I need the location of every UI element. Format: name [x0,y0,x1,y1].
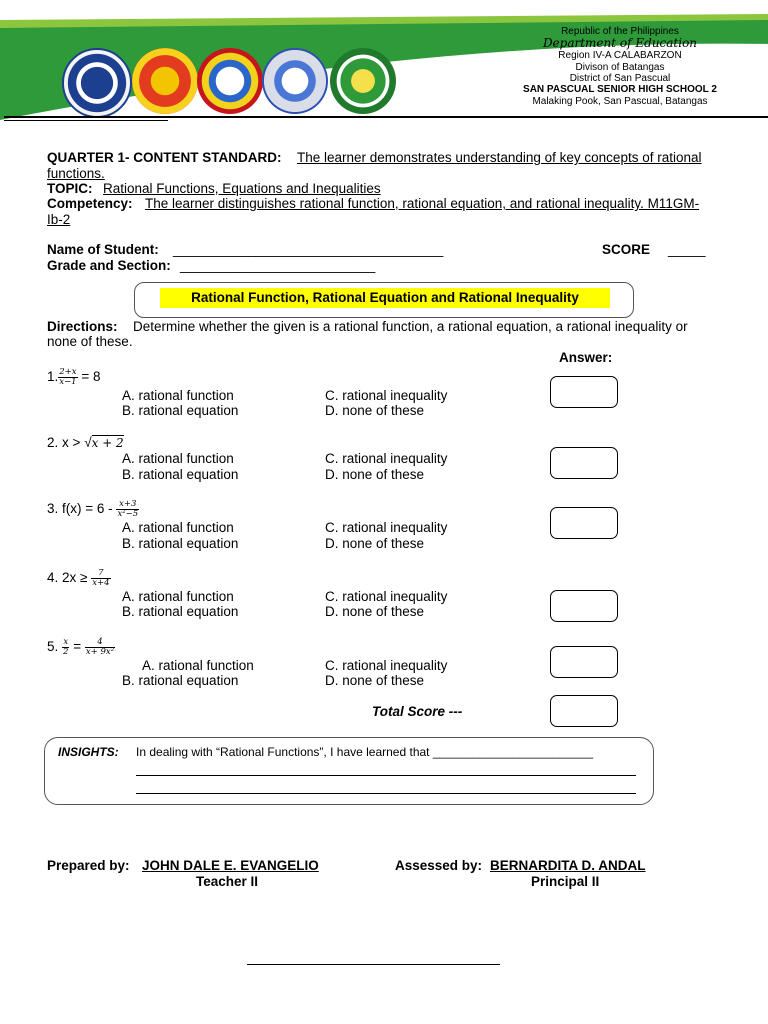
fraction [91,569,110,588]
header-district: District of San Pascual [569,73,671,84]
directions-label: Directions: [47,319,118,334]
total-score-label: Total Score --- [372,704,463,719]
option-c: C. rational inequality [325,658,448,673]
option-a: A. rational function [122,388,234,403]
option-d: D. none of these [325,604,425,619]
question-3 [47,497,139,521]
insights-prompt: In dealing with “Rational Functions”, I have learned that ________________________ [136,745,594,759]
question-number: 1. [47,369,59,384]
option-b: B. rational equation [122,403,239,418]
answer-box-4[interactable] [550,590,618,622]
option-c: C. rational inequality [325,589,448,604]
option-c: C. rational inequality [325,388,448,403]
question-number: 4. [47,570,59,585]
header-school: SAN PASCUAL SENIOR HIGH SCHOOL 2 [523,84,717,95]
option-d: D. none of these [325,467,425,482]
standard-label: QUARTER 1- CONTENT STANDARD: [47,150,282,165]
option-c: C. rational inequality [325,520,448,535]
option-a: A. rational function [122,520,234,535]
answer-box-1[interactable] [550,376,618,408]
prepared-name: JOHN DALE E. EVANGELIO [142,858,319,873]
expression-prefix: f(x) = 6 - [62,501,113,516]
worksheet-title: Rational Function, Rational Equation and Rational Inequality [191,290,579,305]
insights-line[interactable] [136,775,636,776]
answer-box-2[interactable] [550,447,618,479]
score-field[interactable]: _____ [668,242,706,257]
radicand: x + 2 [91,436,124,450]
answer-box-5[interactable] [550,646,618,678]
score-label: SCORE [602,242,651,257]
option-a: A. rational function [142,658,254,673]
assessed-label: Assessed by: [395,858,483,873]
question-number: 5. [47,639,59,654]
fraction-denominator: x²−5 [117,508,139,519]
competency-label: Competency: [47,196,133,211]
question-number: 2. [47,435,59,450]
total-score-box[interactable] [550,695,618,727]
question-number: 3. [47,501,59,516]
expression-suffix: = 8 [81,369,101,384]
header-division: Divison of Batangas [575,62,665,73]
option-b: B. rational equation [122,673,239,688]
fraction-denominator: x+ 9x² [85,646,115,657]
fraction-numerator: x+3 [116,500,139,510]
option-a: A. rational function [122,589,234,604]
fraction [116,500,139,519]
insights-label: INSIGHTS: [58,745,119,759]
option-c: C. rational inequality [325,451,448,466]
question-1 [47,366,101,388]
school-seal-icon [132,48,198,114]
fraction [85,638,115,657]
question-2 [47,435,124,451]
sqrt-sign-icon: √ [84,435,92,450]
fraction [62,638,69,657]
option-b: B. rational equation [122,536,239,551]
fraction-numerator: 7 [91,569,110,579]
option-b: B. rational equation [122,604,239,619]
grade-label: Grade and Section: [47,258,171,273]
grade-field[interactable]: __________________________ [180,258,376,273]
fraction-denominator: 2 [63,646,69,657]
prepared-title: Teacher II [196,874,259,889]
option-d: D. none of these [325,536,425,551]
competency-text: The learner distinguishes rational function, rational equation, and rational inequality. M11GM- [145,196,700,211]
fraction-numerator: x [63,636,69,647]
answer-box-3[interactable] [550,507,618,539]
expression-prefix: 2x ≥ [62,570,88,585]
shs-seal-icon [330,48,396,114]
competency-text-cont: Ib-2 [47,212,71,227]
option-d: D. none of these [325,673,425,688]
fraction-denominator: x+4 [92,577,110,588]
fraction-denominator: x−1 [59,376,77,387]
option-a: A. rational function [122,451,234,466]
division-seal-icon [197,48,263,114]
name-label: Name of Student: [47,242,159,257]
option-b: B. rational equation [122,467,239,482]
header-department: Department of Education [542,36,698,50]
deped-logo-icon [262,48,328,114]
insights-line[interactable] [136,793,636,794]
question-5 [47,635,115,659]
expression-prefix: x > [62,435,81,450]
header-subrule [4,120,168,121]
header-address: Malaking Pook, San Pascual, Batangas [532,96,708,107]
topic-label: TOPIC: [47,181,93,196]
directions-text-cont: none of these. [47,334,133,349]
standard-text-cont: functions. [47,166,105,181]
header-republic: Republic of the Philippines [561,26,679,37]
prepared-label: Prepared by: [47,858,130,873]
option-d: D. none of these [325,403,425,418]
fraction [58,368,77,387]
fraction-numerator: 4 [85,638,115,648]
deped-seal-icon [62,48,132,118]
directions-text: Determine whether the given is a rational function, a rational equation, a rational inequality or [133,319,688,334]
fraction-numerator: 2+x [59,366,77,377]
signature-line [247,964,500,965]
topic-text: Rational Functions, Equations and Inequalities [103,181,381,196]
assessed-name: BERNARDITA D. ANDAL [490,858,646,873]
assessed-title: Principal II [531,874,600,889]
name-field[interactable]: ____________________________________ [173,242,444,257]
header-rule [4,116,768,118]
question-4 [47,566,111,590]
header-region: Region IV-A CALABARZON [558,50,682,61]
answer-label: Answer: [559,350,613,365]
standard-text: The learner demonstrates understanding of key concepts of rational [297,150,702,165]
equals-sign: = [73,639,82,654]
